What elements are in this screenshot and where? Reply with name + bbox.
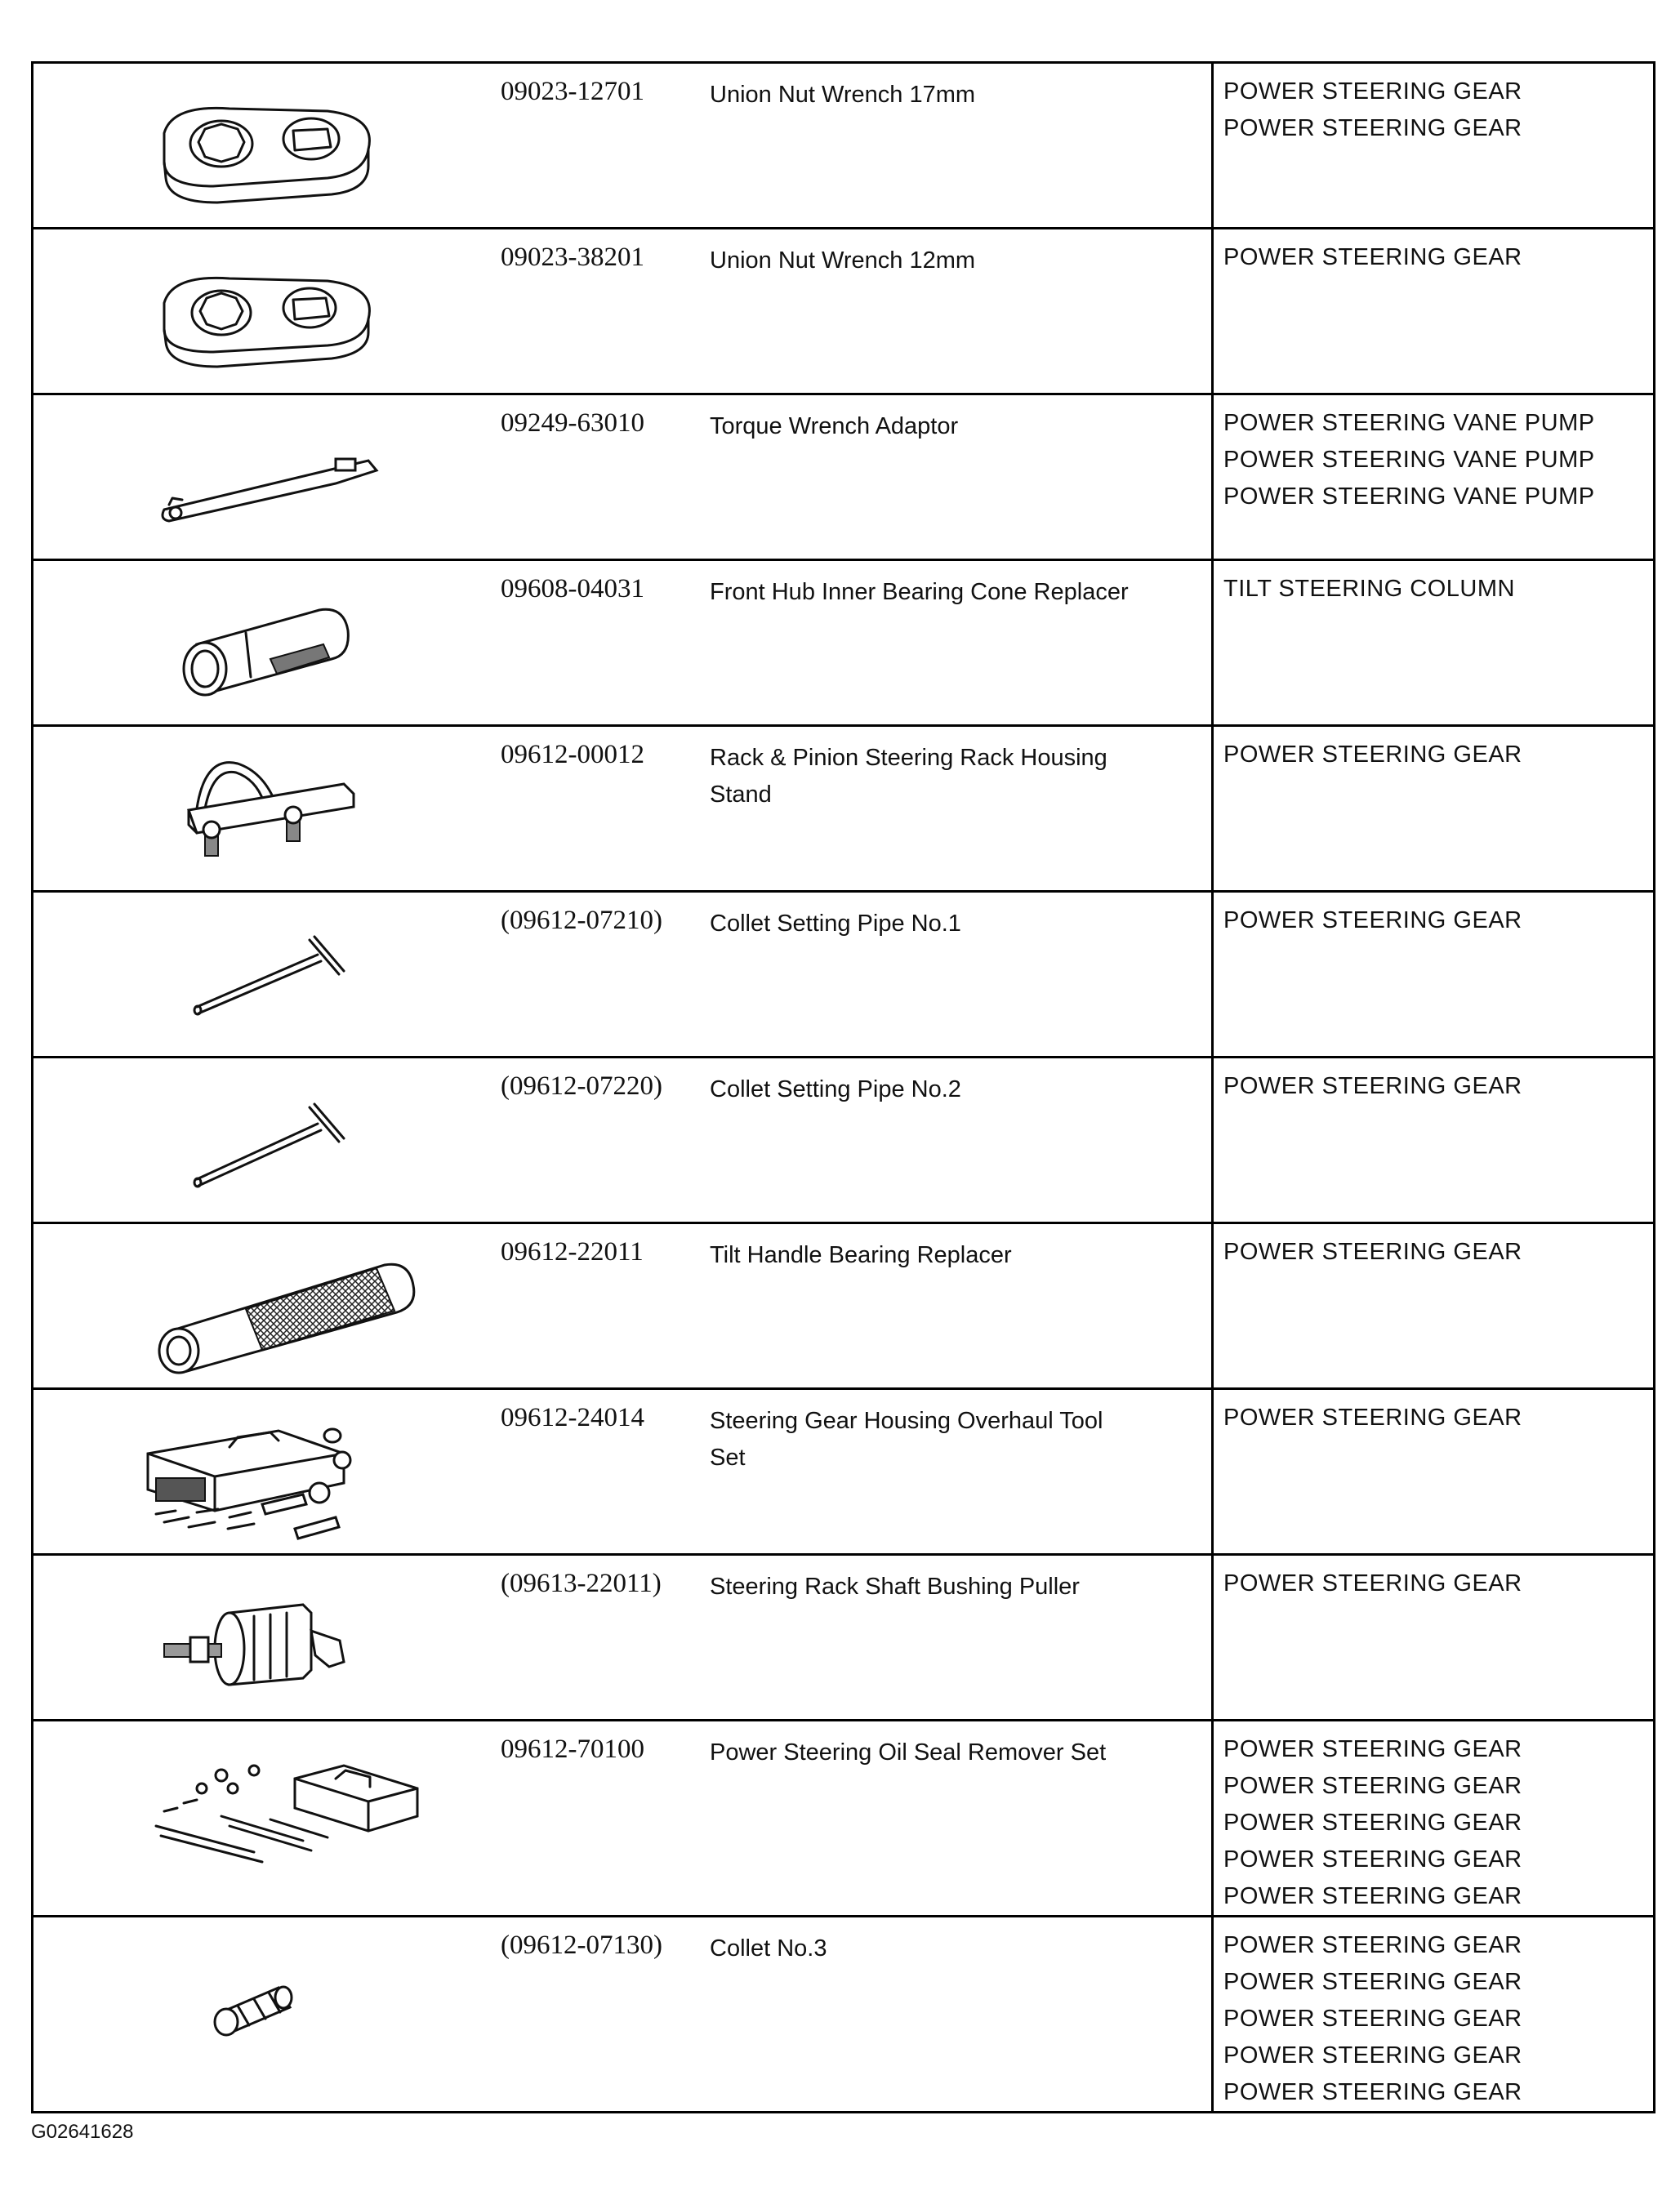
application-cell <box>1213 1389 1655 1555</box>
application-item: POWER STEERING GEAR <box>1223 1239 1522 1265</box>
table-row <box>33 1917 1655 2113</box>
part-number: 09023-38201 <box>501 243 644 272</box>
tool-name: Torque Wrench Adaptor <box>710 413 959 439</box>
application-cell <box>1213 63 1655 229</box>
application-cell <box>1213 1058 1655 1223</box>
tool-name: Front Hub Inner Bearing Cone Replacer <box>710 579 1129 605</box>
collet-pipe-icon <box>140 917 442 1048</box>
tool-name: Steering Gear Housing Overhaul Tool Set <box>710 1408 1103 1471</box>
part-number: (09612-07220) <box>501 1071 662 1101</box>
tool-name: Collet Setting Pipe No.2 <box>710 1076 961 1102</box>
part-number: 09023-12701 <box>501 77 644 106</box>
table-row <box>33 1721 1655 1917</box>
table-row <box>33 1223 1655 1389</box>
application-item: POWER STEERING GEAR <box>1223 1773 1522 1799</box>
table-row <box>33 1058 1655 1223</box>
tool-set-icon <box>140 1414 442 1545</box>
application-item: POWER STEERING GEAR <box>1223 1405 1522 1431</box>
figure-id: G02641628 <box>31 2121 134 2143</box>
application-item: POWER STEERING GEAR <box>1223 2042 1522 2069</box>
part-number: 09608-04031 <box>501 574 644 603</box>
application-item: POWER STEERING GEAR <box>1223 1073 1522 1099</box>
application-item: POWER STEERING VANE PUMP <box>1223 447 1595 473</box>
table-row <box>33 726 1655 892</box>
tool-cell <box>33 1058 1213 1223</box>
part-number: 09612-22011 <box>501 1237 644 1267</box>
tool-name: Tilt Handle Bearing Replacer <box>710 1242 1012 1268</box>
part-number: (09612-07210) <box>501 906 662 935</box>
part-number: 09612-70100 <box>501 1735 644 1764</box>
table-row <box>33 1389 1655 1555</box>
tool-cell <box>33 63 1213 229</box>
bearing-cone-replacer-icon <box>140 586 442 716</box>
application-item: POWER STEERING GEAR <box>1223 741 1522 768</box>
tool-name: Collet No.3 <box>710 1935 827 1962</box>
application-cell <box>1213 394 1655 560</box>
tool-name: Union Nut Wrench 12mm <box>710 247 976 274</box>
tool-cell <box>33 726 1213 892</box>
application-cell <box>1213 1721 1655 1917</box>
housing-stand-icon <box>140 751 442 882</box>
application-cell <box>1213 1917 1655 2113</box>
application-item: POWER STEERING GEAR <box>1223 1883 1522 1909</box>
application-item: POWER STEERING GEAR <box>1223 2006 1522 2032</box>
part-number: 09249-63010 <box>501 408 644 438</box>
table-row <box>33 229 1655 394</box>
tool-name: Rack & Pinion Steering Rack Housing Stand <box>710 745 1107 808</box>
tool-name: Union Nut Wrench 17mm <box>710 82 976 108</box>
table-row <box>33 394 1655 560</box>
application-item: POWER STEERING GEAR <box>1223 907 1522 933</box>
application-cell <box>1213 1223 1655 1389</box>
bushing-puller-icon <box>140 1580 442 1711</box>
bearing-replacer-icon <box>140 1249 442 1379</box>
tool-cell <box>33 1223 1213 1389</box>
application-cell <box>1213 892 1655 1058</box>
part-number: 09612-00012 <box>501 740 644 769</box>
application-item: POWER STEERING GEAR <box>1223 1969 1522 1995</box>
table-row <box>33 560 1655 726</box>
application-item: POWER STEERING VANE PUMP <box>1223 410 1595 436</box>
part-number: (09612-07130) <box>501 1931 662 1960</box>
tool-cell <box>33 394 1213 560</box>
tool-cell <box>33 1389 1213 1555</box>
application-item: TILT STEERING COLUMN <box>1223 576 1515 602</box>
tool-name: Collet Setting Pipe No.1 <box>710 911 961 937</box>
part-number: (09613-22011) <box>501 1569 662 1598</box>
table-row <box>33 892 1655 1058</box>
tool-name: Steering Rack Shaft Bushing Puller <box>710 1574 1080 1600</box>
application-item: POWER STEERING VANE PUMP <box>1223 483 1595 510</box>
tool-cell <box>33 1555 1213 1721</box>
application-item: POWER STEERING GEAR <box>1223 1846 1522 1873</box>
part-number: 09612-24014 <box>501 1403 644 1432</box>
tool-name: Power Steering Oil Seal Remover Set <box>710 1739 1107 1766</box>
application-cell <box>1213 1555 1655 1721</box>
application-item: POWER STEERING GEAR <box>1223 1810 1522 1836</box>
special-tools-table <box>31 61 1655 2113</box>
oil-seal-remover-set-icon <box>140 1746 442 1877</box>
collet-pipe-icon <box>140 1083 442 1214</box>
tool-cell <box>33 1721 1213 1917</box>
tool-cell <box>33 229 1213 394</box>
table-row <box>33 1555 1655 1721</box>
application-item: POWER STEERING GEAR <box>1223 2079 1522 2105</box>
torque-wrench-adaptor-icon <box>140 420 442 550</box>
application-cell <box>1213 560 1655 726</box>
table-row <box>33 63 1655 229</box>
application-item: POWER STEERING GEAR <box>1223 1570 1522 1597</box>
application-item: POWER STEERING GEAR <box>1223 1932 1522 1958</box>
application-item: POWER STEERING GEAR <box>1223 1736 1522 1762</box>
tool-cell <box>33 1917 1213 2113</box>
application-cell <box>1213 229 1655 394</box>
tool-cell <box>33 892 1213 1058</box>
union-nut-wrench-icon <box>140 88 442 219</box>
collet-icon <box>140 1942 442 2073</box>
application-item: POWER STEERING GEAR <box>1223 244 1522 270</box>
union-nut-wrench-icon <box>140 254 442 385</box>
application-item: POWER STEERING GEAR <box>1223 115 1522 141</box>
tool-cell <box>33 560 1213 726</box>
application-cell <box>1213 726 1655 892</box>
application-item: POWER STEERING GEAR <box>1223 78 1522 105</box>
